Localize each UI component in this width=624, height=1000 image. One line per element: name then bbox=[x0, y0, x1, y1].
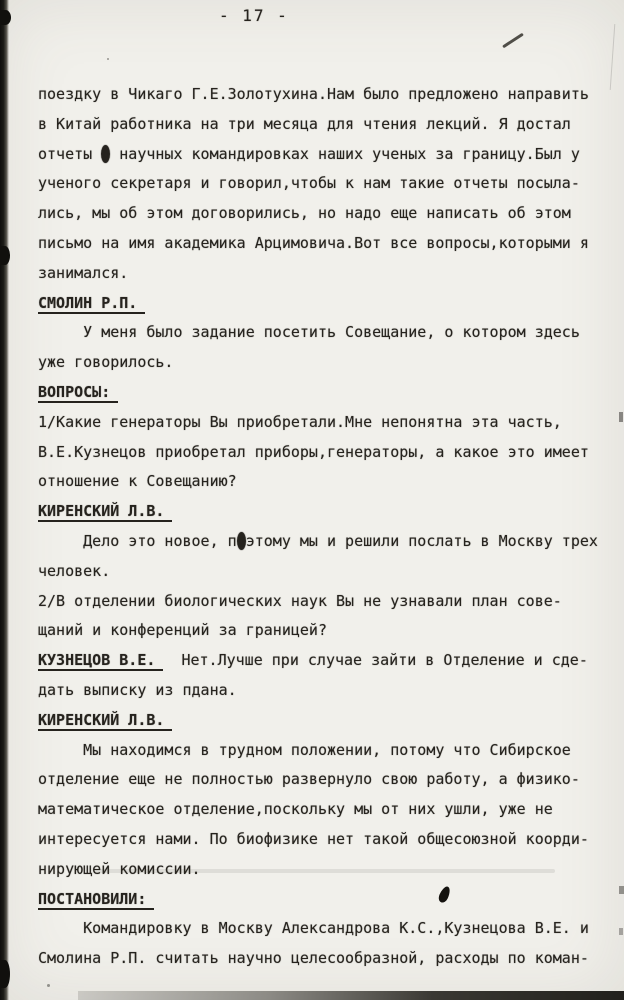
underlined-heading: КУЗНЕЦОВ В.Е. bbox=[38, 651, 163, 671]
dust-speck bbox=[536, 120, 538, 122]
text-line bbox=[38, 616, 618, 646]
line-text: В.Е.Кузнецов приобретал приборы,генераторы, а какое это имеет bbox=[38, 442, 589, 461]
text-line bbox=[38, 795, 618, 825]
text-line bbox=[38, 408, 618, 438]
underlined-heading: СМОЛИН Р.П. bbox=[38, 294, 145, 314]
text-line bbox=[38, 467, 618, 497]
line-text: научных командировках наших ученых за границу.Был у bbox=[110, 144, 580, 163]
text-line bbox=[38, 736, 618, 766]
text-line bbox=[38, 944, 618, 974]
overinked-char: о bbox=[101, 144, 111, 163]
underlined-heading: КИРЕНСКИЙ Л.В. bbox=[38, 502, 172, 522]
heading-line bbox=[38, 885, 618, 915]
line-text: У меня было задание посетить Совещание, о котором здесь bbox=[38, 323, 580, 342]
text-line bbox=[38, 676, 618, 706]
text-line bbox=[38, 199, 618, 229]
edge-mark bbox=[619, 928, 623, 935]
line-text: отделение еще не полностью развернуло свою работу, а физико- bbox=[38, 770, 580, 789]
line-text: уже говорилось. bbox=[38, 353, 174, 372]
text-line bbox=[38, 229, 618, 259]
line-text: Дело это новое, п bbox=[38, 531, 237, 550]
dust-speck bbox=[47, 984, 50, 987]
page-number: - 17 - bbox=[219, 6, 289, 25]
overinked-char: о bbox=[236, 531, 246, 550]
line-text: Нет.Лучше при случае зайти в Отделение и сде- bbox=[163, 651, 588, 670]
line-text: Мы находимся в трудном положении, потому что Сибирское bbox=[38, 740, 571, 759]
heading-line bbox=[38, 378, 618, 408]
dust-speck bbox=[107, 58, 109, 60]
heading-line bbox=[38, 289, 618, 319]
line-text: этому мы и решили послать в Москву трех bbox=[245, 531, 598, 550]
line-text: отношение к Совещанию? bbox=[38, 472, 237, 491]
line-text: Командировку в Москву Александрова К.С.,Кузнецова В.Е. и bbox=[38, 919, 589, 938]
heading-line bbox=[38, 706, 618, 736]
underlined-heading: ПОСТАНОВИЛИ: bbox=[38, 890, 154, 910]
dust-speck bbox=[396, 420, 398, 422]
binding-shadow bbox=[0, 0, 9, 1000]
line-text: математическое отделение,поскольку мы от них ушли, уже не bbox=[38, 800, 553, 819]
text-line bbox=[38, 438, 618, 468]
text-line bbox=[38, 825, 618, 855]
edge-mark bbox=[619, 886, 624, 894]
line-text: человек. bbox=[38, 561, 111, 580]
text-line bbox=[38, 318, 618, 348]
line-text: 2/В отделении биологических наук Вы не узнавали план сове- bbox=[38, 591, 562, 610]
line-text: 1/Какие генераторы Вы приобретали.Мне непонятна эта часть, bbox=[38, 412, 562, 431]
line-text: нирующей комиссии. bbox=[38, 859, 201, 878]
line-text: Смолина Р.П. считать научно целесообразной, расходы по коман- bbox=[38, 949, 589, 968]
underlined-heading: КИРЕНСКИЙ Л.В. bbox=[38, 711, 172, 731]
line-text: лись, мы об этом договорились, но надо еще написать об этом bbox=[38, 204, 571, 223]
line-text: поездку в Чикаго Г.Е.Золотухина.Нам было предложено направить bbox=[38, 85, 589, 103]
text-line bbox=[38, 169, 618, 199]
line-text: в Китай работника на три месяца для чтения лекций. Я достал bbox=[38, 114, 571, 133]
text-line bbox=[38, 587, 618, 617]
bottom-scan-edge bbox=[78, 991, 624, 1000]
text-line bbox=[38, 765, 618, 795]
binding-blob bbox=[0, 246, 10, 265]
text-line bbox=[38, 259, 618, 289]
ink-smear bbox=[95, 869, 555, 873]
underlined-heading: ВОПРОСЫ: bbox=[38, 383, 118, 403]
text-line bbox=[38, 527, 618, 557]
heading-line bbox=[38, 497, 618, 527]
text-line bbox=[38, 110, 618, 140]
text-line bbox=[38, 348, 618, 378]
text-line bbox=[38, 140, 618, 170]
line-text: отчеты bbox=[38, 144, 102, 163]
binding-blob bbox=[0, 960, 10, 988]
document-lines bbox=[38, 80, 618, 974]
line-text: интересуется нами. По биофизике нет такой общесоюзной коорди- bbox=[38, 829, 589, 848]
line-text: дать выписку из пдана. bbox=[38, 680, 237, 699]
binding-blob bbox=[0, 10, 11, 25]
text-line bbox=[38, 557, 618, 587]
edge-mark bbox=[619, 412, 623, 422]
line-text: занимался. bbox=[38, 263, 129, 282]
heading-line bbox=[38, 646, 618, 676]
line-text: ученого секретаря и говорил,чтобы к нам такие отчеты посыла- bbox=[38, 174, 580, 193]
text-line bbox=[38, 80, 618, 110]
line-text: письмо на имя академика Арцимовича.Вот все вопросы,которыми я bbox=[38, 233, 589, 252]
line-text: щаний и конференций за границей? bbox=[38, 621, 327, 640]
text-line bbox=[38, 914, 618, 944]
pen-mark bbox=[502, 33, 524, 49]
